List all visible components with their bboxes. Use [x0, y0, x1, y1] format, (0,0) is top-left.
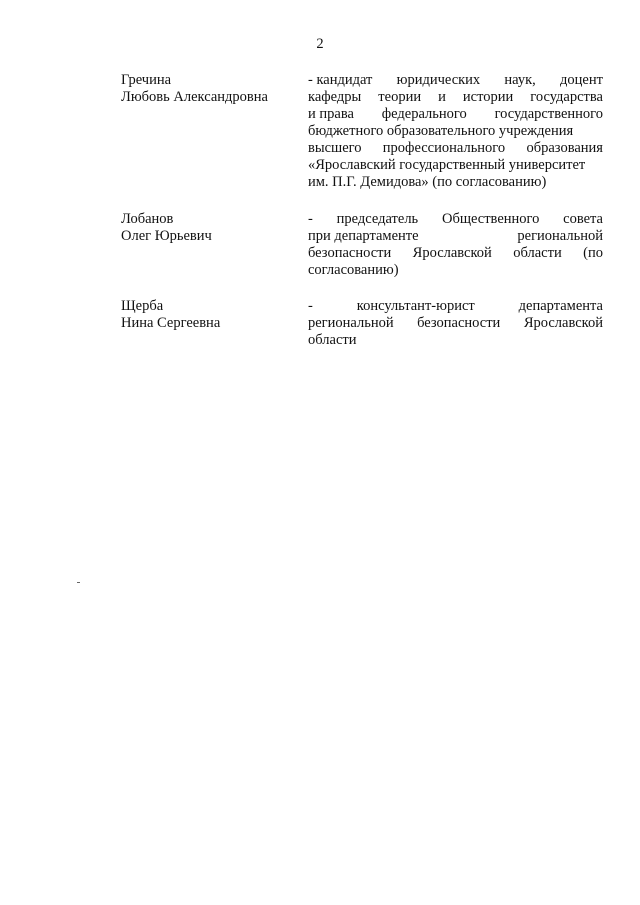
member-entry-shcherba	[121, 298, 603, 358]
word: наук,	[504, 72, 536, 88]
word: и права	[308, 106, 354, 122]
word: образования	[526, 140, 603, 156]
description-line	[308, 245, 603, 262]
word: бюджетного образовательного учреждения	[308, 123, 574, 139]
word: совета	[563, 211, 603, 227]
description-line	[308, 89, 603, 106]
description-line	[308, 106, 603, 123]
word: безопасности	[417, 315, 501, 331]
word: -	[308, 298, 313, 314]
member-entry-grechina	[121, 72, 603, 202]
word: Ярославской	[412, 245, 492, 261]
member-name	[121, 72, 301, 106]
word: кафедры	[308, 89, 362, 105]
member-description	[308, 72, 603, 191]
word: региональной	[517, 228, 603, 244]
word: региональной	[308, 315, 394, 331]
word: и	[438, 89, 446, 105]
word: области	[513, 245, 562, 261]
word: государственного	[494, 106, 603, 122]
word: им. П.Г. Демидова» (по согласованию)	[308, 174, 547, 190]
word: федерального	[381, 106, 467, 122]
word: (по	[583, 245, 603, 261]
member-given-names: Олег Юрьевич	[121, 228, 212, 244]
description-line	[308, 262, 603, 279]
word: согласованию)	[308, 262, 399, 278]
page-number: 2	[316, 36, 324, 52]
description-line	[308, 123, 603, 140]
word: -	[308, 211, 313, 227]
member-given-names: Нина Сергеевна	[121, 315, 221, 331]
scan-mark	[77, 582, 80, 583]
word: председатель	[336, 211, 419, 227]
description-line	[308, 211, 603, 228]
description-line	[308, 298, 603, 315]
word: юридических	[396, 72, 481, 88]
member-description	[308, 211, 603, 279]
word: - кандидат	[308, 72, 373, 88]
description-line	[308, 157, 603, 174]
word: при департаменте	[308, 228, 419, 244]
description-line	[308, 332, 603, 349]
member-surname: Лобанов	[121, 211, 174, 227]
description-line	[308, 315, 603, 332]
word: области	[308, 332, 357, 348]
word: консультант-юрист	[356, 298, 475, 314]
word: доцент	[560, 72, 603, 88]
description-line	[308, 72, 603, 89]
description-line	[308, 228, 603, 245]
word: «Ярославский государственный университет	[308, 157, 586, 173]
member-entry-lobanov	[121, 211, 603, 291]
member-name	[121, 298, 301, 332]
member-name	[121, 211, 301, 245]
word: профессионального	[382, 140, 506, 156]
member-surname: Щерба	[121, 298, 164, 314]
word: истории	[462, 89, 514, 105]
member-description	[308, 298, 603, 349]
word: Общественного	[441, 211, 540, 227]
word: теории	[378, 89, 422, 105]
description-line	[308, 140, 603, 157]
word: департамента	[518, 298, 603, 314]
word: государства	[530, 89, 603, 105]
member-given-names: Любовь Александровна	[121, 89, 268, 105]
word: Ярославской	[523, 315, 603, 331]
member-surname: Гречина	[121, 72, 172, 88]
word: высшего	[308, 140, 362, 156]
word: безопасности	[308, 245, 392, 261]
description-line	[308, 174, 603, 191]
